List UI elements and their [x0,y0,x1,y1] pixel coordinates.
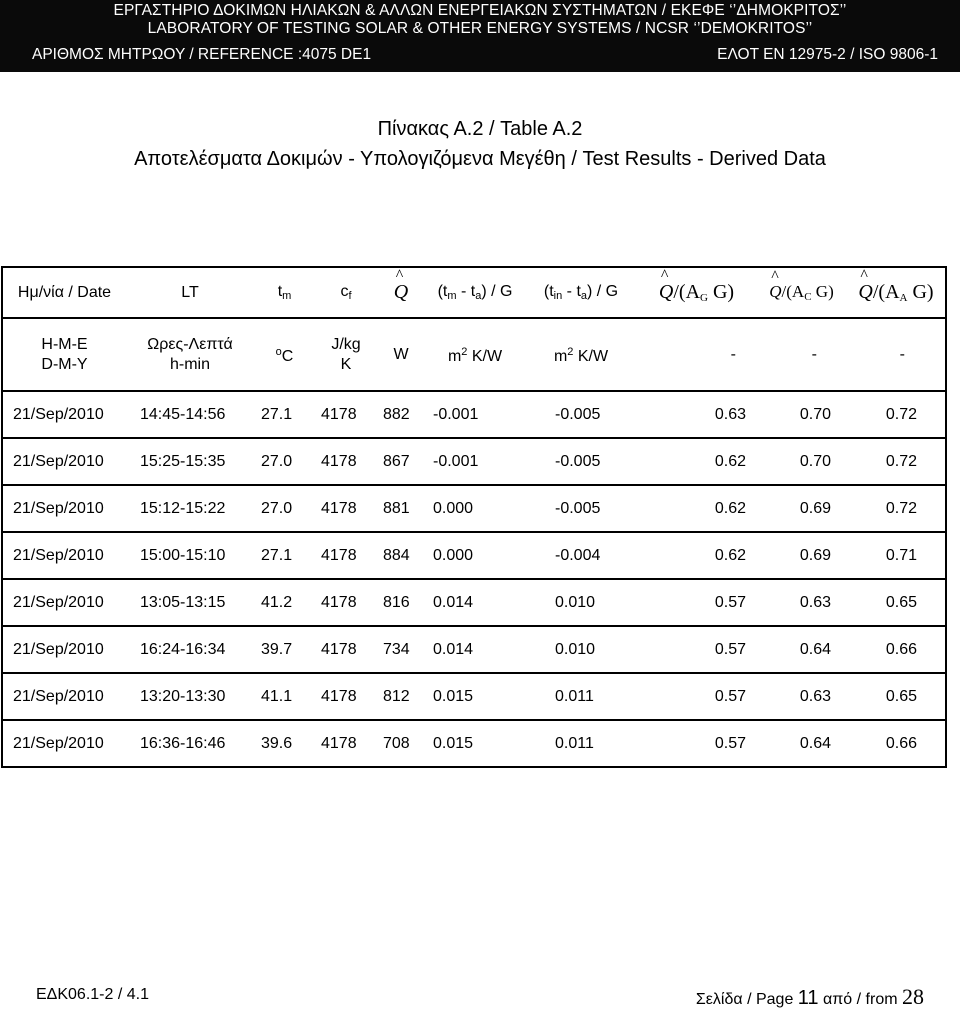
cell-q-ag: 0.57 [637,626,756,673]
page-number: 11 [797,987,819,1009]
cell-tm-ta-g: -0.001 [425,391,525,438]
col-header-tm-ta: $(t_m - t_a)$ / G [425,267,525,318]
cell-q-aa: 0.65 [847,673,946,720]
cell-q: 882 [377,391,425,438]
cell-q-ac: 0.69 [756,485,847,532]
cell-q-ag: 0.57 [637,579,756,626]
cell-time-range: 15:00-15:10 [126,532,254,579]
cell-time-range: 13:05-13:15 [126,579,254,626]
unit-q-ac: - [756,318,847,391]
cell-q-aa: 0.72 [847,438,946,485]
col-header-tin-ta: $(t_{in} - t_a)$ / G [525,267,637,318]
cell-tin-ta-g: -0.004 [525,532,637,579]
col-header-q: ^ Q [377,267,425,318]
cell-tm-ta-g: 0.000 [425,532,525,579]
cell-cf: 4178 [315,391,377,438]
table-row [2,391,946,438]
cell-tin-ta-g: -0.005 [525,438,637,485]
col-header-date: Ημ/νία / Date [2,267,126,318]
table-row [2,673,946,720]
units-row [2,318,946,391]
cell-q-aa: 0.66 [847,720,946,767]
cell-q: 881 [377,485,425,532]
cell-tm: 27.0 [254,485,315,532]
header-banner [0,0,960,72]
cell-date: 21/Sep/2010 [2,391,126,438]
table-row [2,438,946,485]
cell-q-ag: 0.62 [637,485,756,532]
cell-cf: 4178 [315,626,377,673]
cell-time-range: 16:24-16:34 [126,626,254,673]
cell-cf: 4178 [315,438,377,485]
cell-q-aa: 0.71 [847,532,946,579]
cell-q-ac: 0.70 [756,438,847,485]
header-lab-greek: ΕΡΓΑΣΤΗΡΙΟ ΔΟΚΙΜΩΝ ΗΛΙΑΚΩΝ & ΑΛΛΩΝ ΕΝΕΡΓΕΙΑΚΩΝ ΣΥΣΤΗΜΑΤΩΝ / ΕΚΕΦΕ ‘’ΔΗΜΟΚΡΙΤΟΣ’’ [113,2,847,19]
header-reference: ΑΡΙΘΜΟΣ ΜΗΤΡΩΟΥ / REFERENCE :4075 DE1 [32,46,372,63]
col-header-lt: LT [126,267,254,318]
cell-date: 21/Sep/2010 [2,532,126,579]
cell-q-ac: 0.63 [756,579,847,626]
cell-q-ag: 0.57 [637,673,756,720]
cell-q-aa: 0.66 [847,626,946,673]
table-row [2,626,946,673]
cell-time-range: 15:12-15:22 [126,485,254,532]
cell-q: 867 [377,438,425,485]
table-row [2,720,946,767]
cell-tin-ta-g: -0.005 [525,391,637,438]
cell-tm-ta-g: 0.014 [425,626,525,673]
cell-q-aa: 0.72 [847,485,946,532]
header-lab-english: LABORATORY OF TESTING SOLAR & OTHER ENERGY SYSTEMS / NCSR ‘’DEMOKRITOS’’ [147,20,813,37]
cell-time-range: 15:25-15:35 [126,438,254,485]
col-header-q-aa: ^ $Q/(A_A$ G) [847,267,946,318]
cell-q: 816 [377,579,425,626]
table-body [2,391,946,767]
cell-q-ac: 0.70 [756,391,847,438]
cell-tm: 27.0 [254,438,315,485]
cell-tin-ta-g: -0.005 [525,485,637,532]
unit-q-aa: - [847,318,946,391]
header-standard: ΕΛΟΤ ΕΝ 12975-2 / ISO 9806-1 [717,46,938,63]
cell-cf: 4178 [315,673,377,720]
cell-tm-ta-g: 0.000 [425,485,525,532]
cell-tm: 39.6 [254,720,315,767]
cell-q-aa: 0.65 [847,579,946,626]
cell-date: 21/Sep/2010 [2,438,126,485]
col-header-q-ag: ^ $Q/(A_G$ G) [637,267,756,318]
cell-tm-ta-g: 0.015 [425,720,525,767]
cell-date: 21/Sep/2010 [2,720,126,767]
col-header-tm: $t_m$ [254,267,315,318]
unit-tin-ta: $m^2$ K/W [525,318,637,391]
cell-cf: 4178 [315,485,377,532]
cell-time-range: 14:45-14:56 [126,391,254,438]
page-title [0,114,960,174]
cell-tm: 39.7 [254,626,315,673]
col-header-cf: $c_f$ [315,267,377,318]
results-table [1,266,947,768]
cell-q-ac: 0.64 [756,626,847,673]
cell-q-ac: 0.63 [756,673,847,720]
cell-tin-ta-g: 0.010 [525,579,637,626]
unit-cf: J/kg K [315,318,377,391]
page-indicator [696,984,924,1010]
table-row [2,485,946,532]
cell-tm-ta-g: 0.014 [425,579,525,626]
cell-tin-ta-g: 0.011 [525,673,637,720]
unit-lt: Ωρες-Λεπτά h-min [126,318,254,391]
cell-date: 21/Sep/2010 [2,626,126,673]
cell-time-range: 13:20-13:30 [126,673,254,720]
cell-cf: 4178 [315,720,377,767]
cell-date: 21/Sep/2010 [2,673,126,720]
page-label: Σελίδα / Page [695,991,794,1008]
cell-q-ag: 0.62 [637,438,756,485]
cell-tm: 27.1 [254,532,315,579]
cell-q-ag: 0.63 [637,391,756,438]
table-subtitle: Αποτελέσματα Δοκιμών - Υπολογιζόμενα Μεγέθη / Test Results - Derived Data [134,148,826,170]
table-row [2,579,946,626]
header-row [2,267,946,318]
unit-tm-ta: $m^2$ K/W [425,318,525,391]
cell-cf: 4178 [315,579,377,626]
unit-tm: $^o$C [254,318,315,391]
cell-q-ag: 0.62 [637,532,756,579]
cell-q-ac: 0.64 [756,720,847,767]
page-total: 28 [902,984,924,1009]
cell-q-aa: 0.72 [847,391,946,438]
cell-q-ac: 0.69 [756,532,847,579]
cell-date: 21/Sep/2010 [2,579,126,626]
cell-tm: 41.2 [254,579,315,626]
document-code: ΕΔΚ06.1-2 / 4.1 [36,986,149,1003]
table-row [2,532,946,579]
table-title: Πίνακας Α.2 / Table A.2 [377,118,583,140]
cell-tin-ta-g: 0.010 [525,626,637,673]
col-header-q-ac: ^ $Q/(A_C$ G) [756,267,847,318]
cell-tm-ta-g: -0.001 [425,438,525,485]
cell-q-ag: 0.57 [637,720,756,767]
cell-q: 884 [377,532,425,579]
cell-tm: 41.1 [254,673,315,720]
from-label: από / from [823,991,898,1008]
cell-q: 734 [377,626,425,673]
cell-cf: 4178 [315,532,377,579]
cell-tm-ta-g: 0.015 [425,673,525,720]
cell-q: 708 [377,720,425,767]
cell-q: 812 [377,673,425,720]
unit-q: W [377,318,425,391]
cell-tm: 27.1 [254,391,315,438]
cell-date: 21/Sep/2010 [2,485,126,532]
unit-date: H-M-E D-M-Y [2,318,126,391]
unit-q-ag: - [637,318,756,391]
cell-tin-ta-g: 0.011 [525,720,637,767]
cell-time-range: 16:36-16:46 [126,720,254,767]
